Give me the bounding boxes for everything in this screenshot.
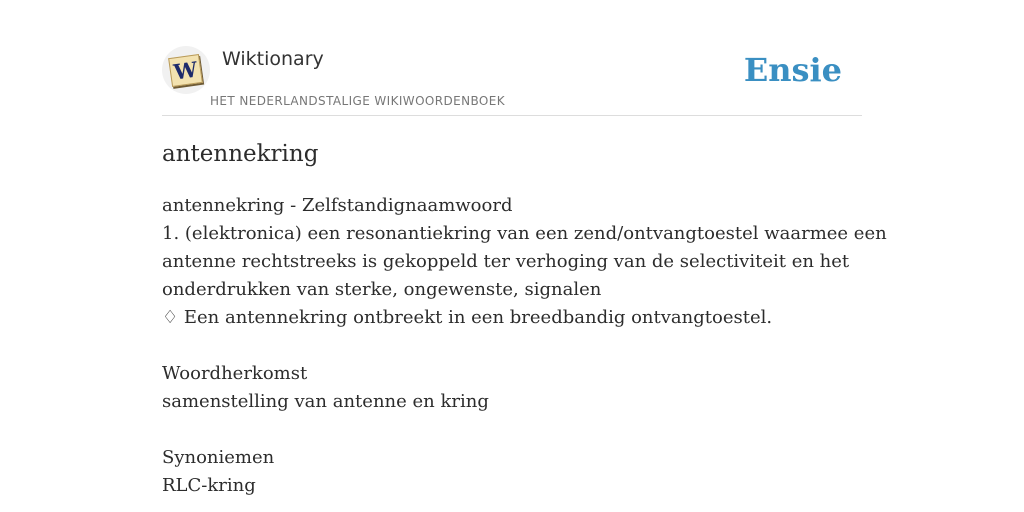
etymology-text: samenstelling van antenne en kring (162, 391, 489, 412)
ensie-brand-link[interactable]: Ensie (743, 51, 842, 89)
example-sentence: ♢ Een antennekring ontbreekt in een breedbandig ontvangtoestel. (162, 307, 773, 328)
logo-tile: W (168, 54, 203, 87)
definition-line: onderdrukken van sterke, ongewenste, signalen (162, 279, 602, 300)
section-spacer (162, 332, 862, 360)
entry-heading: antennekring - Zelfstandignaamwoord (162, 195, 513, 216)
section-spacer (162, 416, 862, 444)
site-name[interactable]: Wiktionary (222, 48, 324, 70)
definition-line: 1. (elektronica) een resonantiekring van een zend/ontvangtoestel waarmee een (162, 223, 887, 244)
site-tagline: HET NEDERLANDSTALIGE WIKIWOORDENBOEK (210, 94, 506, 108)
definition-line: antenne rechtstreeks is gekoppeld ter verhoging van de selectiviteit en het (162, 251, 850, 272)
page-title: antennekring (162, 141, 319, 167)
entry-content (162, 192, 887, 500)
wiktionary-logo-icon[interactable] (162, 46, 210, 94)
synonym-item: RLC-kring (162, 475, 256, 496)
site-header (162, 44, 862, 116)
synonyms-label: Synoniemen (162, 447, 275, 468)
etymology-label: Woordherkomst (162, 363, 308, 384)
